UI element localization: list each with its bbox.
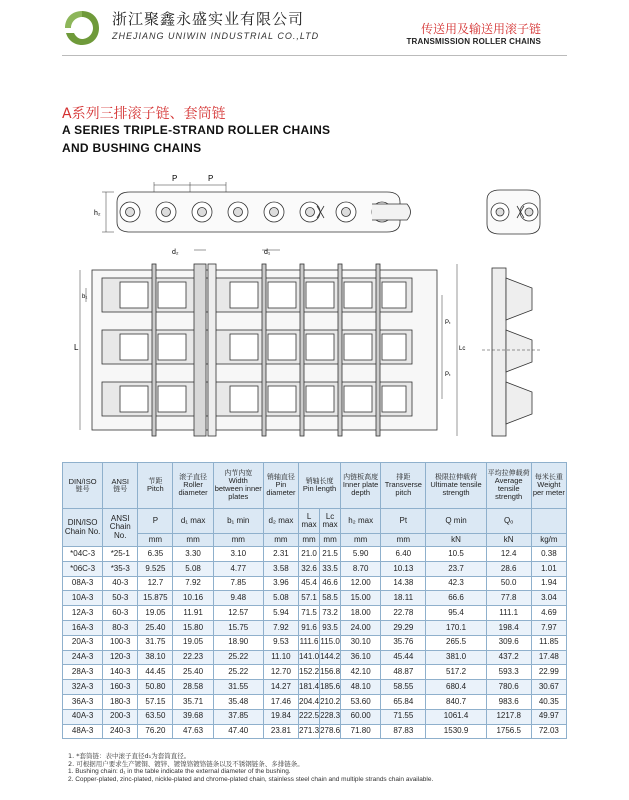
table-cell: 3.04 [531, 591, 566, 606]
table-cell: 22.23 [173, 650, 213, 665]
table-cell: 1.01 [531, 561, 566, 576]
table-cell: 170.1 [426, 620, 486, 635]
header-divider [62, 55, 567, 56]
table-cell: 3.30 [173, 547, 213, 562]
table-cell: 80-3 [103, 620, 138, 635]
table-cell: 36.10 [341, 650, 381, 665]
table-cell: 25.22 [213, 650, 263, 665]
table-cell: 11.85 [531, 635, 566, 650]
specification-table [62, 462, 567, 739]
category-cn: 传送用及输送用滚子链 [420, 22, 541, 36]
table-cell: 57.15 [138, 694, 173, 709]
table-cell: 48.87 [381, 665, 426, 680]
table-cell: 111.1 [486, 606, 531, 621]
table-cell: 58.5 [320, 591, 341, 606]
side-view [117, 190, 540, 234]
table-cell: 48A-3 [63, 724, 103, 739]
sym-blank [531, 509, 566, 534]
page-header [0, 0, 629, 62]
top-view [92, 264, 437, 436]
table-cell: 11.91 [173, 606, 213, 621]
sym-d2: d₂ max [263, 509, 298, 534]
table-cell: *04C-3 [63, 547, 103, 562]
table-cell: 25.40 [173, 665, 213, 680]
table-cell: 71.5 [299, 606, 320, 621]
table-cell: 87.83 [381, 724, 426, 739]
table-cell: 140-3 [103, 665, 138, 680]
table-cell: 72.03 [531, 724, 566, 739]
company-name-cn: 浙江聚鑫永盛实业有限公司 [112, 10, 305, 28]
table-cell: 265.5 [426, 635, 486, 650]
table-cell: 6.35 [138, 547, 173, 562]
table-cell: 185.6 [320, 680, 341, 695]
table-row [63, 561, 567, 576]
sym-l: L max [299, 509, 320, 534]
note-cn-2: 2. 可根据用户要求生产镀铜、镀锌、镀镍铬镀铬链条以及不锈钢链条、多排链条。 [68, 760, 304, 768]
table-cell: 1530.9 [426, 724, 486, 739]
table-cell: 15.75 [213, 620, 263, 635]
table-cell: 12A-3 [63, 606, 103, 621]
table-cell: 160-3 [103, 680, 138, 695]
chain-technical-drawing [62, 160, 562, 460]
table-cell: 9.48 [213, 591, 263, 606]
table-cell: 40-3 [103, 576, 138, 591]
sym-h2: h₂ max [341, 509, 381, 534]
table-cell: 381.0 [426, 650, 486, 665]
col-roller: 滚子直径 Roller diameter [173, 463, 213, 509]
table-cell: 17.46 [263, 694, 298, 709]
section-title-cn: A系列三排滚子链、套筒链 [62, 106, 226, 122]
table-cell: 18.90 [213, 635, 263, 650]
pitch-label-1: P [172, 174, 178, 183]
table-row [63, 591, 567, 606]
table-row [63, 547, 567, 562]
table-header-row [63, 463, 567, 509]
chain-no-ansi: ANSI Chain No. [103, 509, 138, 547]
table-cell: 93.5 [320, 620, 341, 635]
table-cell: 24.00 [341, 620, 381, 635]
pt-label-1: Pₜ [445, 320, 451, 326]
table-cell: 7.85 [213, 576, 263, 591]
sym-p: P [138, 509, 173, 534]
table-cell: 60.00 [341, 709, 381, 724]
table-cell: 53.60 [341, 694, 381, 709]
table-cell: 20A-3 [63, 635, 103, 650]
table-cell: *35-3 [103, 561, 138, 576]
table-cell: 63.50 [138, 709, 173, 724]
note-en-1: 1. Bushing chain: d₁ in the table indicate the external diameter of the bushing. [68, 768, 291, 775]
unit-d2: mm [263, 533, 298, 546]
unit-l: mm [299, 533, 320, 546]
table-cell: 76.20 [138, 724, 173, 739]
table-cell: 19.05 [138, 606, 173, 621]
table-cell: 222.5 [299, 709, 320, 724]
table-cell: 50.0 [486, 576, 531, 591]
table-cell: 19.05 [173, 635, 213, 650]
table-cell: 35.76 [381, 635, 426, 650]
table-unit-row [63, 533, 567, 546]
table-cell: 1756.5 [486, 724, 531, 739]
table-cell: 15.00 [341, 591, 381, 606]
table-cell: 08A-3 [63, 576, 103, 591]
table-row [63, 709, 567, 724]
table-cell: 5.08 [173, 561, 213, 576]
table-cell: 24A-3 [63, 650, 103, 665]
table-cell: 4.77 [213, 561, 263, 576]
col-din: DIN/ISO 链号 [63, 463, 103, 509]
unit-lc: mm [320, 533, 341, 546]
table-cell: 1217.8 [486, 709, 531, 724]
table-cell: 204.4 [299, 694, 320, 709]
table-cell: 25.40 [138, 620, 173, 635]
table-cell: 31.55 [213, 680, 263, 695]
table-cell: 15.875 [138, 591, 173, 606]
table-row [63, 576, 567, 591]
table-cell: 12.57 [213, 606, 263, 621]
table-cell: 17.48 [531, 650, 566, 665]
table-cell: 10.13 [381, 561, 426, 576]
table-cell: 12.4 [486, 547, 531, 562]
table-cell: 840.7 [426, 694, 486, 709]
table-cell: 91.6 [299, 620, 320, 635]
table-cell: 15.80 [173, 620, 213, 635]
table-cell: 35.48 [213, 694, 263, 709]
table-cell: 9.53 [263, 635, 298, 650]
table-cell: 45.4 [299, 576, 320, 591]
col-transverse: 排距 Transverse pitch [381, 463, 426, 509]
table-cell: 45.44 [381, 650, 426, 665]
table-cell: 6.40 [381, 547, 426, 562]
note-en-2: 2. Copper-plated, zinc-plated, nickle-plated and chrome-plated chain, stainless steel chain and multiple strands chain available. [68, 776, 434, 783]
table-row [63, 620, 567, 635]
table-cell: 14.27 [263, 680, 298, 695]
sym-q: Q min [426, 509, 486, 534]
table-cell: 30.10 [341, 635, 381, 650]
table-cell: 10.16 [173, 591, 213, 606]
table-cell: 198.4 [486, 620, 531, 635]
L-label: L [74, 343, 79, 352]
table-cell: 37.85 [213, 709, 263, 724]
table-cell: 111.6 [299, 635, 320, 650]
sym-d1: d₁ max [173, 509, 213, 534]
table-cell: 19.84 [263, 709, 298, 724]
table-cell: 28.58 [173, 680, 213, 695]
chain-no-din: DIN/ISO Chain No. [63, 509, 103, 547]
table-cell: 5.90 [341, 547, 381, 562]
table-cell: 210.2 [320, 694, 341, 709]
table-cell: 7.92 [173, 576, 213, 591]
sym-qo: Qₒ [486, 509, 531, 534]
section-title-en-line2: AND BUSHING CHAINS [62, 141, 202, 155]
table-cell: 71.55 [381, 709, 426, 724]
col-pin-dia: 销轴直径 Pin diameter [263, 463, 298, 509]
table-cell: 38.10 [138, 650, 173, 665]
sym-b1: b₁ min [213, 509, 263, 534]
table-cell: 32A-3 [63, 680, 103, 695]
table-cell: 65.84 [381, 694, 426, 709]
col-pin-length: 销轴长度 Pin length [299, 463, 341, 509]
table-cell: 12.7 [138, 576, 173, 591]
table-cell: 29.29 [381, 620, 426, 635]
table-cell: 5.94 [263, 606, 298, 621]
table-row [63, 665, 567, 680]
table-cell: 40.35 [531, 694, 566, 709]
table-cell: 31.75 [138, 635, 173, 650]
pt-label-2: Pₜ [445, 372, 451, 378]
table-cell: 50-3 [103, 591, 138, 606]
table-cell: 35.71 [173, 694, 213, 709]
table-cell: 77.8 [486, 591, 531, 606]
table-cell: 25.22 [213, 665, 263, 680]
table-cell: 58.55 [381, 680, 426, 695]
table-cell: 3.10 [213, 547, 263, 562]
table-cell: 49.97 [531, 709, 566, 724]
d2-label: d₂ [172, 249, 179, 256]
table-cell: 983.6 [486, 694, 531, 709]
table-cell: 309.6 [486, 635, 531, 650]
table-cell: 14.38 [381, 576, 426, 591]
table-cell: 228.3 [320, 709, 341, 724]
table-cell: 47.63 [173, 724, 213, 739]
unit-weight: kg/m [531, 533, 566, 546]
table-cell: 12.70 [263, 665, 298, 680]
col-weight: 每米长重 Weight per meter [531, 463, 566, 509]
table-cell: 60-3 [103, 606, 138, 621]
table-cell: 680.4 [426, 680, 486, 695]
table-cell: 9.525 [138, 561, 173, 576]
table-cell: 780.6 [486, 680, 531, 695]
table-cell: 437.2 [486, 650, 531, 665]
table-cell: 4.69 [531, 606, 566, 621]
unit-b1: mm [213, 533, 263, 546]
table-row [63, 635, 567, 650]
table-cell: *06C-3 [63, 561, 103, 576]
table-cell: 23.81 [263, 724, 298, 739]
table-cell: 517.2 [426, 665, 486, 680]
table-cell: 95.4 [426, 606, 486, 621]
unit-qo: kN [486, 533, 531, 546]
table-cell: 66.6 [426, 591, 486, 606]
table-cell: 21.5 [320, 547, 341, 562]
d1-label: d₁ [264, 249, 271, 256]
table-cell: 46.6 [320, 576, 341, 591]
table-cell: 44.45 [138, 665, 173, 680]
table-cell: 30.67 [531, 680, 566, 695]
category-en: TRANSMISSION ROLLER CHAINS [406, 37, 541, 46]
table-cell: 73.2 [320, 606, 341, 621]
table-cell: 7.92 [263, 620, 298, 635]
table-cell: 8.70 [341, 561, 381, 576]
table-cell: 18.00 [341, 606, 381, 621]
table-cell: 1061.4 [426, 709, 486, 724]
table-body [63, 547, 567, 739]
table-cell: 23.7 [426, 561, 486, 576]
table-cell: 271.3 [299, 724, 320, 739]
table-cell: 278.6 [320, 724, 341, 739]
col-ultimate: 极限拉伸载荷 Ultimate tensile strength [426, 463, 486, 509]
table-cell: 593.3 [486, 665, 531, 680]
table-cell: 16A-3 [63, 620, 103, 635]
table-cell: 181.4 [299, 680, 320, 695]
table-cell: 141.0 [299, 650, 320, 665]
company-name-en: ZHEJIANG UNIWIN INDUSTRIAL CO.,LTD [112, 31, 320, 41]
col-pitch: 节距 Pitch [138, 463, 173, 509]
col-plate-depth: 内链板高度 Inner plate depth [341, 463, 381, 509]
table-cell: 115.0 [320, 635, 341, 650]
table-row [63, 694, 567, 709]
table-cell: 144.2 [320, 650, 341, 665]
table-row [63, 650, 567, 665]
col-ansi: ANSI 链号 [103, 463, 138, 509]
unit-q: kN [426, 533, 486, 546]
table-cell: 100-3 [103, 635, 138, 650]
table-cell: 11.10 [263, 650, 298, 665]
end-view [482, 268, 542, 436]
table-cell: 33.5 [320, 561, 341, 576]
company-logo-icon [62, 8, 102, 48]
table-symbol-row [63, 509, 567, 534]
table-cell: 28.6 [486, 561, 531, 576]
table-cell: 18.11 [381, 591, 426, 606]
table-cell: 5.08 [263, 591, 298, 606]
unit-h2: mm [341, 533, 381, 546]
table-cell: 22.99 [531, 665, 566, 680]
table-cell: 3.96 [263, 576, 298, 591]
table-cell: 32.6 [299, 561, 320, 576]
table-cell: 39.68 [173, 709, 213, 724]
sym-pt: Pt [381, 509, 426, 534]
table-row [63, 680, 567, 695]
table-row [63, 724, 567, 739]
b1-label: b₁ [82, 294, 88, 300]
table-cell: 36A-3 [63, 694, 103, 709]
table-cell: 1.94 [531, 576, 566, 591]
sym-lc: Lc max [320, 509, 341, 534]
table-cell: 48.10 [341, 680, 381, 695]
table-cell: 240-3 [103, 724, 138, 739]
unit-p: mm [138, 533, 173, 546]
table-cell: 12.00 [341, 576, 381, 591]
footnotes [68, 752, 433, 784]
table-cell: 10.5 [426, 547, 486, 562]
table-cell: 0.38 [531, 547, 566, 562]
col-average: 平均拉伸载荷 Average tensile strength [486, 463, 531, 509]
table-cell: *25-1 [103, 547, 138, 562]
h2-label: h₂ [94, 210, 101, 217]
table-cell: 57.1 [299, 591, 320, 606]
table-cell: 7.97 [531, 620, 566, 635]
table-cell: 42.3 [426, 576, 486, 591]
section-title-en-line1: A SERIES TRIPLE-STRAND ROLLER CHAINS [62, 123, 331, 137]
table-cell: 22.78 [381, 606, 426, 621]
table-cell: 28A-3 [63, 665, 103, 680]
table-cell: 47.40 [213, 724, 263, 739]
table-cell: 156.8 [320, 665, 341, 680]
table-cell: 10A-3 [63, 591, 103, 606]
table-cell: 21.0 [299, 547, 320, 562]
table-cell: 42.10 [341, 665, 381, 680]
unit-pt: mm [381, 533, 426, 546]
note-cn-1: 1. *套筒链：表中滚子直径d₁为套筒直径。 [68, 752, 191, 760]
table-cell: 3.58 [263, 561, 298, 576]
table-row [63, 606, 567, 621]
col-width: 内节内宽 Width between inner plates [213, 463, 263, 509]
table-cell: 152.2 [299, 665, 320, 680]
table-cell: 180-3 [103, 694, 138, 709]
table-cell: 2.31 [263, 547, 298, 562]
table-cell: 71.80 [341, 724, 381, 739]
table-cell: 50.80 [138, 680, 173, 695]
table-cell: 120-3 [103, 650, 138, 665]
pitch-label-2: P [208, 174, 214, 183]
table-cell: 40A-3 [63, 709, 103, 724]
Lc-label: Lc [459, 346, 466, 352]
unit-d1: mm [173, 533, 213, 546]
table-cell: 200-3 [103, 709, 138, 724]
